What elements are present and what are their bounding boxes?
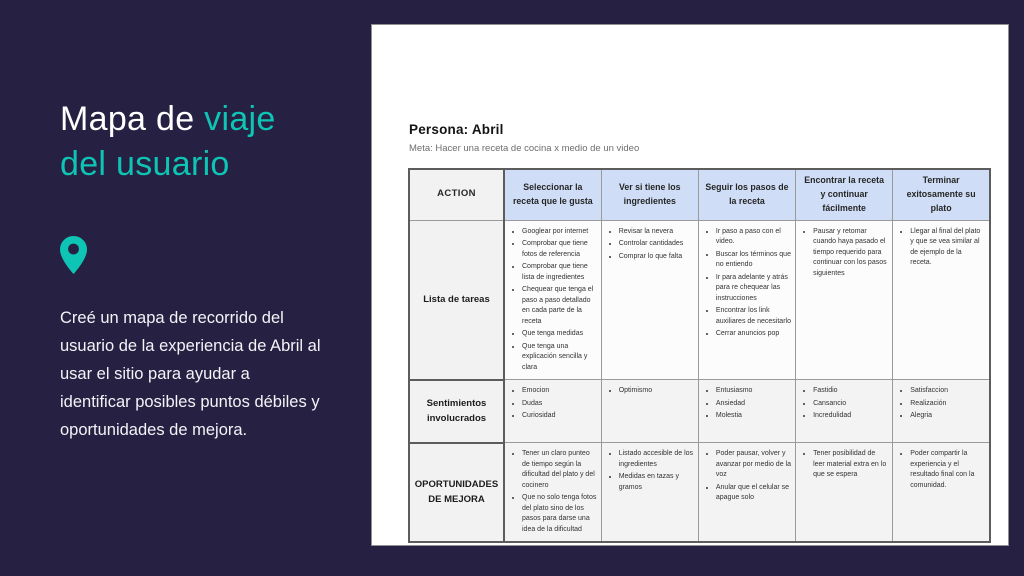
journey-cell <box>601 220 698 380</box>
journey-cell <box>893 443 990 543</box>
slide-title-part-accent: viaje <box>204 99 276 138</box>
bullet-item: • Emocion <box>522 386 597 397</box>
bullet-item: • Ir para adelante y atrás para re chequear las instrucciones <box>716 273 791 305</box>
bullet-item: • Comprobar que tiene lista de ingredientes <box>522 262 597 283</box>
bullet-item: • Comprobar que tiene fotos de referencia <box>522 239 597 260</box>
bullet-item: • Medidas en tazas y gramos <box>619 472 694 493</box>
bullet-item: • Que no solo tenga fotos del plato sino de los pasos para darse una idea de la dificultad <box>522 493 597 535</box>
bullet-item: • Googlear por internet <box>522 227 597 238</box>
journey-cell <box>698 443 795 543</box>
journey-table-header-row <box>409 169 990 220</box>
bullet-item: • Dudas <box>522 399 597 410</box>
bullet-item: • Controlar cantidades <box>619 239 694 250</box>
bullet-item: • Realización <box>910 399 985 410</box>
table-row <box>409 380 990 443</box>
journey-cell <box>504 220 601 380</box>
stage-header-cell: Seguir los pasos de la receta <box>698 169 795 220</box>
journey-cell <box>893 380 990 443</box>
table-row <box>409 220 990 380</box>
journey-cell <box>698 220 795 380</box>
table-row <box>409 443 990 543</box>
slide-title <box>60 97 276 187</box>
bullet-item: • Anular que el celular se apague solo <box>716 483 791 504</box>
stage-header-cell: Encontrar la receta y continuar fácilmente <box>796 169 893 220</box>
bullet-item: • Poder pausar, volver y avanzar por medio de la voz <box>716 449 791 481</box>
journey-cell <box>698 380 795 443</box>
stage-header-cell: Ver si tiene los ingredientes <box>601 169 698 220</box>
bullet-item: • Encontrar los link auxiliares de necesitarlo <box>716 306 791 327</box>
journey-cell <box>796 220 893 380</box>
journey-cell <box>504 443 601 543</box>
persona-title: Persona: Abril <box>409 122 504 137</box>
bullet-item: • Entusiasmo <box>716 386 791 397</box>
journey-map-table <box>408 168 991 543</box>
bullet-item: • Ansiedad <box>716 399 791 410</box>
persona-meta: Meta: Hacer una receta de cocina x medio de un video <box>409 143 640 154</box>
bullet-item: • Tener un claro punteo de tiempo según la dificultad del plato y del cocinero <box>522 449 597 491</box>
row-label-cell: Lista de tareas <box>409 220 504 380</box>
journey-cell <box>601 380 698 443</box>
stage-header-cell: Seleccionar la receta que le gusta <box>504 169 601 220</box>
bullet-item: • Ir paso a paso con el video. <box>716 227 791 248</box>
bullet-item: • Que tenga medidas <box>522 329 597 340</box>
location-pin-icon <box>60 236 87 274</box>
bullet-item: • Llegar al final del plato y que se vea similar al de ejemplo de la receta. <box>910 227 985 269</box>
bullet-item: • Optimismo <box>619 386 694 397</box>
journey-table-body <box>409 220 990 542</box>
document-page <box>371 24 1009 546</box>
bullet-item: • Chequear que tenga el paso a paso detallado en cada parte de la receta <box>522 285 597 327</box>
journey-cell <box>796 443 893 543</box>
journey-cell <box>504 380 601 443</box>
slide-title-part-white: Mapa de <box>60 99 205 138</box>
bullet-item: • Molestia <box>716 411 791 422</box>
bullet-item: • Fastidio <box>813 386 888 397</box>
stage-header-cell: Terminar exitosamente su plato <box>893 169 990 220</box>
journey-cell <box>893 220 990 380</box>
bullet-item: • Revisar la nevera <box>619 227 694 238</box>
slide-title-line2: del usuario <box>60 144 230 183</box>
bullet-item: • Que tenga una explicación sencilla y clara <box>522 342 597 374</box>
bullet-item: • Satisfaccion <box>910 386 985 397</box>
bullet-item: • Buscar los términos que no entiendo <box>716 250 791 271</box>
bullet-item: • Pausar y retomar cuando haya pasado el tiempo requerido para continuar con los pasos siguientes <box>813 227 888 280</box>
bullet-item: • Alegria <box>910 411 985 422</box>
bullet-item: • Cerrar anuncios pop <box>716 329 791 340</box>
bullet-item: • Cansancio <box>813 399 888 410</box>
journey-cell <box>601 443 698 543</box>
bullet-item: • Incredulidad <box>813 411 888 422</box>
bullet-item: • Poder compartir la experiencia y el resultado final con la comunidad. <box>910 449 985 491</box>
row-label-cell: Sentimientos involucrados <box>409 380 504 443</box>
journey-cell <box>796 380 893 443</box>
action-header-cell: ACTION <box>409 169 504 220</box>
row-label-cell: OPORTUNIDADES DE MEJORA <box>409 443 504 543</box>
bullet-item: • Comprar lo que falta <box>619 252 694 263</box>
bullet-item: • Tener posibilidad de leer material extra en lo que se espera <box>813 449 888 481</box>
bullet-item: • Curiosidad <box>522 411 597 422</box>
bullet-item: • Listado accesible de los ingredientes <box>619 449 694 470</box>
slide-description: Creé un mapa de recorrido del usuario de la experiencia de Abril al usar el sitio para ayudar a identificar posibles puntos débiles y oportunidades de mejora. <box>60 308 321 439</box>
